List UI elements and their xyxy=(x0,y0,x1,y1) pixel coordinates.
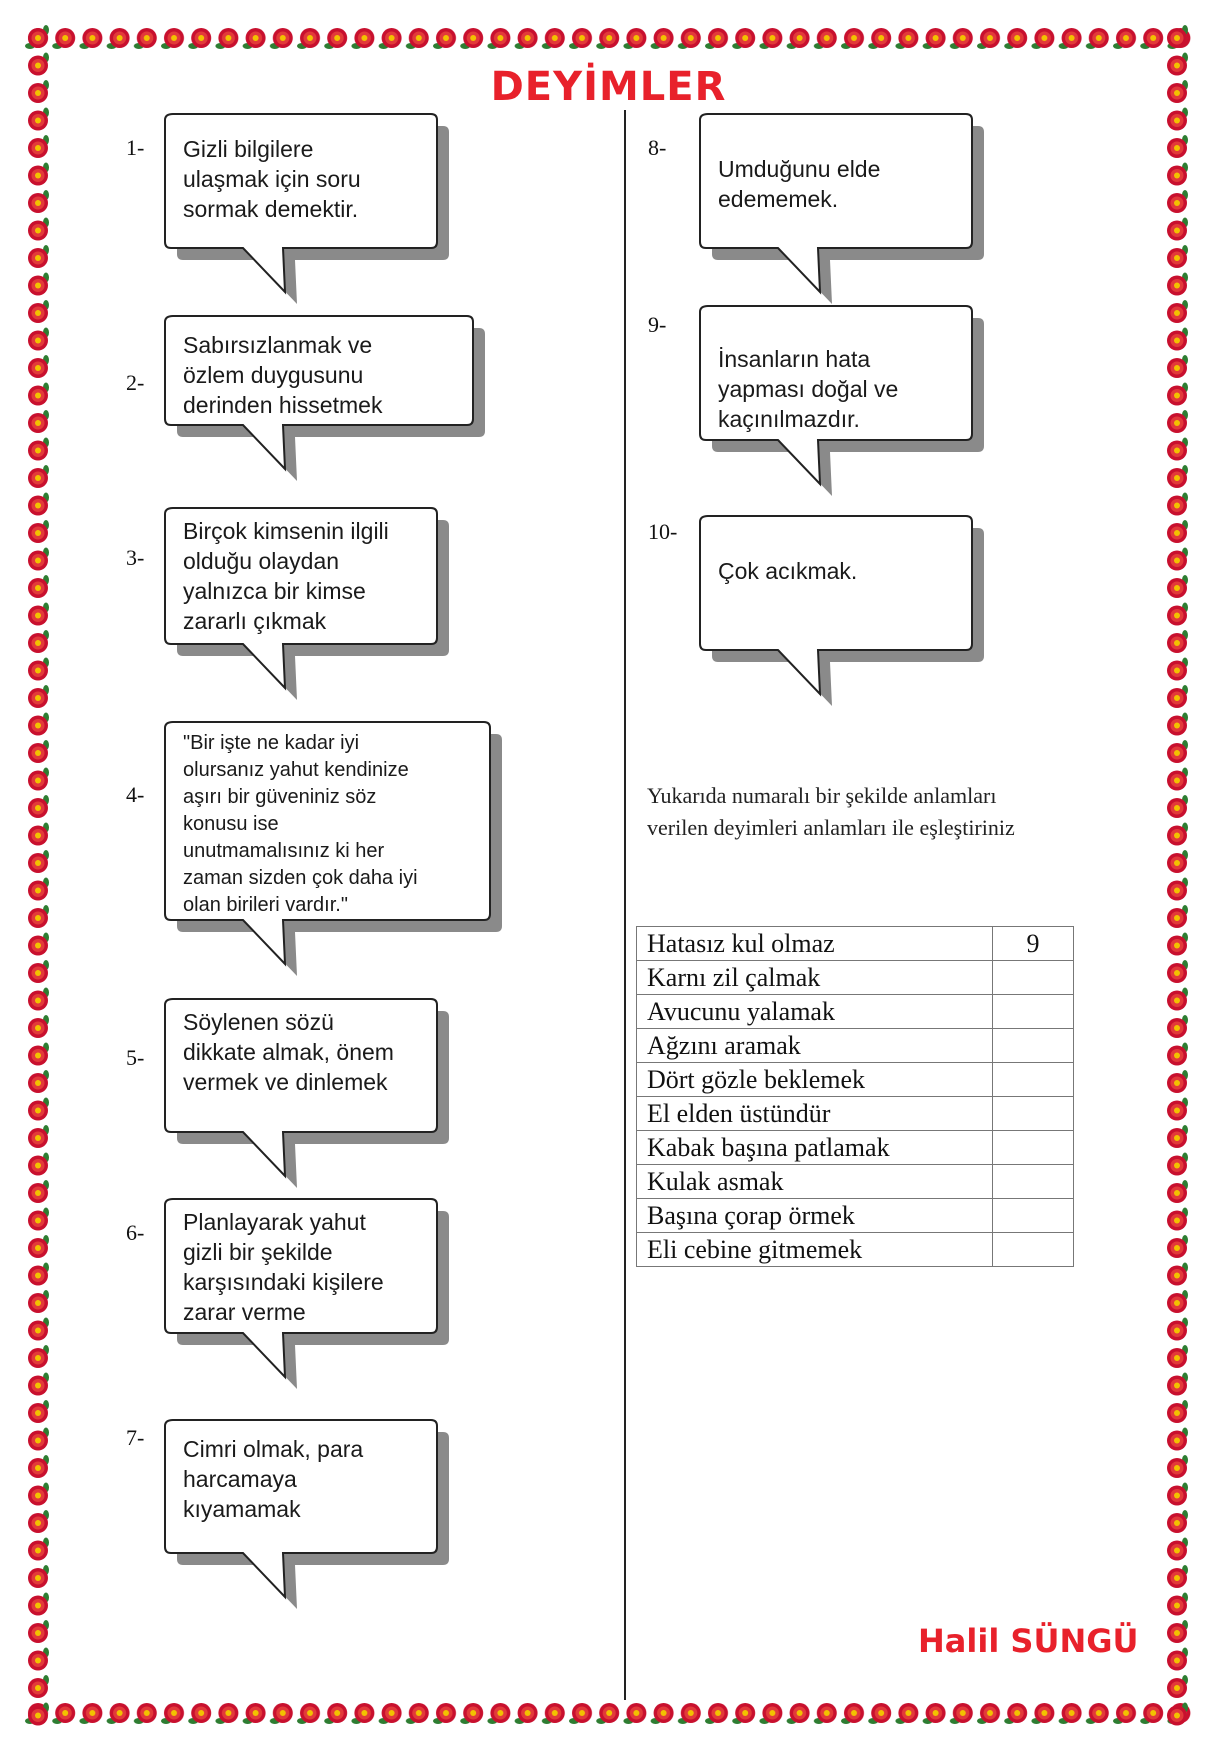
meaning-text: Çok acıkmak. xyxy=(718,558,858,584)
page-title: DEYİMLER xyxy=(490,64,727,110)
speech-bubble xyxy=(700,516,972,650)
meaning-text: "Bir işte ne kadar iyi olursanız yahut kendinize aşırı bir güveniniz söz konusu ise unutmamalısınız ki her zaman sizden çok daha iyi olan birileri vardır." xyxy=(183,732,418,916)
meaning-text: Söylenen sözü dikkate almak, önem vermek ve dinlemek xyxy=(183,1009,394,1095)
author-name: Halil SÜNGÜ xyxy=(918,1622,1139,1660)
flower-border-left xyxy=(24,24,54,1729)
speech-bubble xyxy=(165,1199,437,1333)
instruction-text: Yukarıda numaralı bir şekilde anlamları verilen deyimleri anlamları ile eşleştiriniz xyxy=(647,783,1015,840)
table-row xyxy=(637,995,1074,1029)
table-row xyxy=(637,927,1074,961)
speech-bubble xyxy=(700,306,972,440)
answer-cell[interactable] xyxy=(993,1063,1074,1097)
column-divider xyxy=(624,110,626,1700)
meaning-text: Umduğunu elde edememek. xyxy=(718,156,881,212)
answer-cell[interactable] xyxy=(993,1233,1074,1267)
meaning-number: 7- xyxy=(126,1425,145,1450)
speech-bubble xyxy=(165,114,437,248)
speech-bubble xyxy=(165,508,437,644)
meaning-text: Planlayarak yahut gizli bir şekilde karşısındaki kişilere zarar verme xyxy=(183,1209,384,1325)
meaning-number: 6- xyxy=(126,1220,145,1245)
idiom-cell: Avucunu yalamak xyxy=(637,995,993,1029)
flower-border-icon xyxy=(24,24,1193,54)
speech-bubble xyxy=(165,999,437,1132)
idiom-cell: Eli cebine gitmemek xyxy=(637,1233,993,1267)
meaning-text: Sabırsızlanmak ve özlem duygusunu derinden hissetmek xyxy=(183,332,383,418)
idiom-cell: Başına çorap örmek xyxy=(637,1199,993,1233)
flower-border-icon xyxy=(24,24,54,1729)
meaning-text: Gizli bilgilere ulaşmak için soru sormak demektir. xyxy=(183,136,361,222)
speech-bubble xyxy=(700,114,972,248)
matching-table xyxy=(636,926,1074,1267)
table-row xyxy=(637,1063,1074,1097)
answer-cell[interactable] xyxy=(993,961,1074,995)
speech-bubble-shape xyxy=(700,114,992,318)
answer-cell[interactable] xyxy=(993,1097,1074,1131)
meaning-number: 3- xyxy=(126,545,145,570)
meaning-text: İnsanların hata yapması doğal ve kaçınılmazdır. xyxy=(718,346,899,432)
idiom-cell: Kulak asmak xyxy=(637,1165,993,1199)
idiom-cell: Karnı zil çalmak xyxy=(637,961,993,995)
answer-cell[interactable]: 9 xyxy=(993,927,1074,961)
idiom-cell: Dört gözle beklemek xyxy=(637,1063,993,1097)
bubble-outline xyxy=(700,516,972,694)
answer-cell[interactable] xyxy=(993,1131,1074,1165)
meaning-text: Birçok kimsenin ilgili olduğu olaydan yalnızca bir kimse zararlı çıkmak xyxy=(183,518,389,634)
flower-border-icon xyxy=(24,1699,1193,1729)
table-row xyxy=(637,961,1074,995)
flower-border-top xyxy=(24,24,1193,54)
flower-border-icon xyxy=(1163,24,1193,1729)
idiom-cell: Ağzını aramak xyxy=(637,1029,993,1063)
speech-bubble xyxy=(165,316,473,425)
table-row xyxy=(637,1233,1074,1267)
meaning-number: 4- xyxy=(126,782,145,807)
meaning-number: 8- xyxy=(648,135,667,160)
flower-border-bottom xyxy=(24,1699,1193,1729)
meaning-number: 9- xyxy=(648,312,667,337)
meaning-text: Cimri olmak, para harcamaya kıyamamak xyxy=(183,1436,364,1522)
idiom-cell: El elden üstündür xyxy=(637,1097,993,1131)
speech-bubble-shape xyxy=(700,516,992,720)
table-row xyxy=(637,1165,1074,1199)
meaning-number: 1- xyxy=(126,135,145,160)
meaning-number: 2- xyxy=(126,370,145,395)
speech-bubble xyxy=(165,1420,437,1553)
speech-bubble xyxy=(165,722,490,920)
answer-cell[interactable] xyxy=(993,995,1074,1029)
answer-cell[interactable] xyxy=(993,1029,1074,1063)
meaning-number: 5- xyxy=(126,1045,145,1070)
table-row xyxy=(637,1199,1074,1233)
idiom-cell: Hatasız kul olmaz xyxy=(637,927,993,961)
flower-border-right xyxy=(1163,24,1193,1729)
meaning-number: 10- xyxy=(648,519,678,544)
answer-cell[interactable] xyxy=(993,1199,1074,1233)
table-row xyxy=(637,1131,1074,1165)
table-row xyxy=(637,1097,1074,1131)
table-row xyxy=(637,1029,1074,1063)
idiom-cell: Kabak başına patlamak xyxy=(637,1131,993,1165)
answer-cell[interactable] xyxy=(993,1165,1074,1199)
